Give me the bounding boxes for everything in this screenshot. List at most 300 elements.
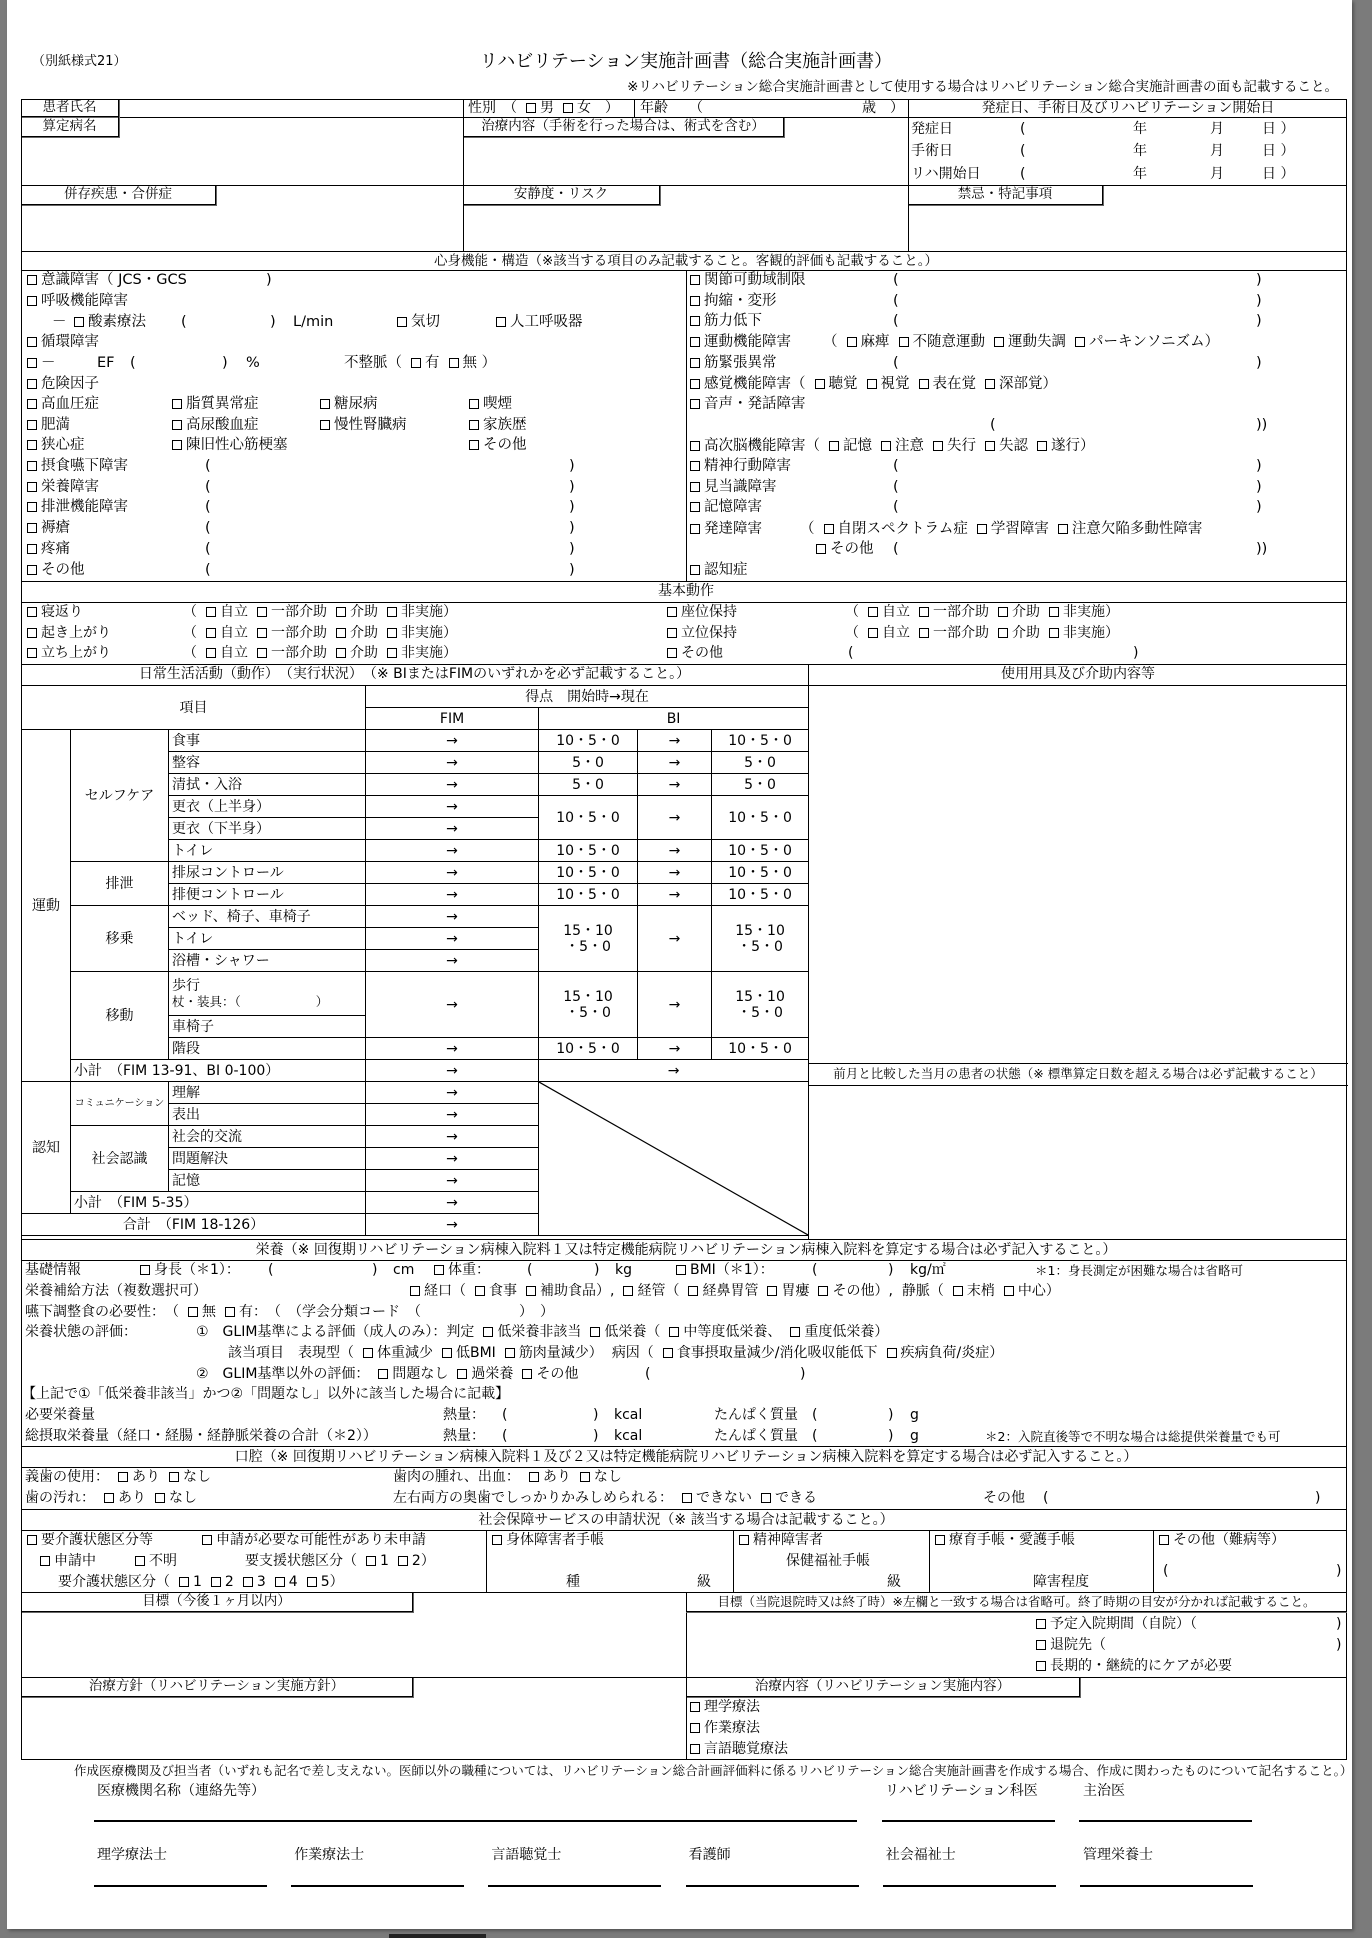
- checkbox-option[interactable]: [505, 1345, 603, 1361]
- checkbox[interactable]: [953, 1286, 963, 1296]
- checkbox[interactable]: [336, 628, 346, 638]
- checkbox[interactable]: [919, 607, 929, 617]
- checkbox-option[interactable]: [816, 541, 874, 557]
- checkbox-option[interactable]: [1075, 334, 1219, 350]
- checkbox[interactable]: [27, 296, 37, 306]
- checkbox[interactable]: [411, 358, 421, 368]
- fim-cell[interactable]: →: [366, 1148, 539, 1170]
- checkbox-option[interactable]: [994, 334, 1066, 350]
- checkbox-option[interactable]: [1037, 438, 1095, 454]
- checkbox[interactable]: [690, 358, 700, 368]
- fim-cell[interactable]: →: [366, 884, 539, 906]
- checkbox[interactable]: [118, 1472, 128, 1482]
- patient-name-field[interactable]: [120, 100, 460, 116]
- checkbox-option[interactable]: [169, 1469, 211, 1485]
- checkbox[interactable]: [257, 607, 267, 617]
- checkbox[interactable]: [933, 441, 943, 451]
- checkbox-option[interactable]: [985, 438, 1028, 454]
- checkbox-option[interactable]: [690, 1720, 760, 1736]
- checkbox[interactable]: [998, 607, 1008, 617]
- fim-cell[interactable]: →: [366, 972, 539, 1038]
- checkbox[interactable]: [496, 317, 506, 327]
- fim-cell[interactable]: →: [366, 906, 539, 928]
- checkbox-option[interactable]: [919, 625, 989, 641]
- bi-start[interactable]: [539, 972, 638, 1038]
- checkbox[interactable]: [690, 502, 700, 512]
- checkbox[interactable]: [398, 1556, 408, 1566]
- checkbox[interactable]: [526, 1286, 536, 1296]
- bi-current[interactable]: 10・5・0: [712, 730, 809, 752]
- checkbox[interactable]: [690, 379, 700, 389]
- checkbox-option[interactable]: [202, 1532, 426, 1548]
- staff-signature-line[interactable]: [1080, 1885, 1253, 1887]
- staff-signature-line[interactable]: [488, 1885, 661, 1887]
- checkbox[interactable]: [526, 103, 536, 113]
- checkbox-option[interactable]: [985, 376, 1057, 392]
- checkbox-option[interactable]: [767, 1283, 809, 1299]
- checkbox[interactable]: [27, 482, 37, 492]
- checkbox-option[interactable]: [27, 293, 128, 309]
- checkbox-option[interactable]: [434, 1262, 490, 1278]
- checkbox[interactable]: [919, 628, 929, 638]
- checkbox-option[interactable]: [690, 521, 762, 537]
- checkbox[interactable]: [172, 420, 182, 430]
- checkbox[interactable]: [676, 1265, 686, 1275]
- bi-current[interactable]: [712, 906, 809, 972]
- checkbox[interactable]: [761, 1493, 771, 1503]
- equipment-field[interactable]: [812, 690, 1342, 1058]
- fim-cell[interactable]: →: [366, 1038, 539, 1060]
- checkbox[interactable]: [1049, 607, 1059, 617]
- bi-start[interactable]: 5・0: [539, 774, 638, 796]
- checkbox-option[interactable]: [336, 625, 378, 641]
- checkbox-option[interactable]: [27, 272, 187, 288]
- checkbox[interactable]: [104, 1493, 114, 1503]
- bi-start[interactable]: 10・5・0: [539, 796, 638, 840]
- checkbox[interactable]: [1004, 1286, 1014, 1296]
- checkbox-option[interactable]: [378, 1366, 448, 1382]
- checkbox-option[interactable]: [457, 1366, 513, 1382]
- checkbox[interactable]: [1058, 524, 1068, 534]
- treatment-policy-field[interactable]: [25, 1700, 680, 1756]
- checkbox[interactable]: [563, 103, 573, 113]
- checkbox[interactable]: [690, 1723, 700, 1733]
- checkbox-option[interactable]: [336, 604, 378, 620]
- checkbox[interactable]: [27, 275, 37, 285]
- checkbox-option[interactable]: [27, 1532, 153, 1548]
- checkbox[interactable]: [169, 1472, 179, 1482]
- checkbox-option[interactable]: [225, 1304, 554, 1320]
- checkbox[interactable]: [690, 1702, 700, 1712]
- fim-cell[interactable]: →: [366, 1192, 539, 1214]
- checkbox-option[interactable]: [1159, 1532, 1285, 1548]
- fim-cell[interactable]: →: [366, 1126, 539, 1148]
- checkbox-option[interactable]: [257, 645, 327, 661]
- checkbox-option[interactable]: [411, 355, 440, 371]
- rehab-doctor-signature-line[interactable]: [882, 1820, 1055, 1822]
- checkbox-option[interactable]: [257, 604, 327, 620]
- checkbox-option[interactable]: [953, 1283, 995, 1299]
- checkbox[interactable]: [172, 440, 182, 450]
- checkbox[interactable]: [469, 399, 479, 409]
- checkbox-option[interactable]: [206, 604, 248, 620]
- checkbox[interactable]: [320, 399, 330, 409]
- checkbox-option[interactable]: [529, 1469, 571, 1485]
- checkbox[interactable]: [816, 544, 826, 554]
- checkbox-option[interactable]: [881, 438, 924, 454]
- checkbox-option[interactable]: [526, 100, 554, 116]
- checkbox[interactable]: [847, 337, 857, 347]
- checkbox-option[interactable]: [676, 1262, 774, 1278]
- checkbox-option[interactable]: [761, 1490, 817, 1506]
- checkbox[interactable]: [27, 648, 37, 658]
- checkbox-option[interactable]: [919, 376, 977, 392]
- checkbox[interactable]: [1075, 337, 1085, 347]
- checkbox[interactable]: [868, 607, 878, 617]
- checkbox[interactable]: [767, 1286, 777, 1296]
- checkbox-option[interactable]: [688, 1283, 758, 1299]
- checkbox[interactable]: [690, 461, 700, 471]
- checkbox-option[interactable]: [690, 334, 791, 350]
- checkbox[interactable]: [690, 337, 700, 347]
- checkbox[interactable]: [27, 628, 37, 638]
- checkbox-option[interactable]: [933, 438, 976, 454]
- checkbox[interactable]: [257, 648, 267, 658]
- checkbox[interactable]: [457, 1369, 467, 1379]
- checkbox[interactable]: [27, 1535, 37, 1545]
- checkbox-option[interactable]: [155, 1490, 197, 1506]
- checkbox-option[interactable]: [1049, 604, 1119, 620]
- checkbox-option[interactable]: [935, 1532, 1075, 1548]
- checkbox[interactable]: [449, 358, 459, 368]
- bi-current[interactable]: 10・5・0: [712, 796, 809, 840]
- checkbox-option[interactable]: [118, 1469, 160, 1485]
- checkbox-option[interactable]: [307, 1574, 344, 1590]
- checkbox[interactable]: [529, 1472, 539, 1482]
- checkbox-option[interactable]: [206, 625, 248, 641]
- checkbox-option[interactable]: [397, 314, 440, 330]
- checkbox[interactable]: [590, 1327, 600, 1337]
- checkbox-option[interactable]: [829, 438, 872, 454]
- checkbox[interactable]: [1159, 1535, 1169, 1545]
- checkbox-option[interactable]: [410, 1283, 466, 1299]
- bi-current[interactable]: 10・5・0: [712, 1038, 809, 1060]
- checkbox[interactable]: [690, 524, 700, 534]
- checkbox-option[interactable]: [74, 314, 146, 330]
- checkbox[interactable]: [410, 1286, 420, 1296]
- checkbox[interactable]: [140, 1265, 150, 1275]
- checkbox[interactable]: [977, 524, 987, 534]
- checkbox-option[interactable]: [887, 1345, 1004, 1361]
- checkbox[interactable]: [336, 648, 346, 658]
- checkbox-option[interactable]: [27, 355, 56, 371]
- checkbox-option[interactable]: [483, 1324, 581, 1340]
- checkbox[interactable]: [682, 1493, 692, 1503]
- fim-cell[interactable]: →: [366, 1082, 539, 1104]
- checkbox[interactable]: [27, 337, 37, 347]
- bi-subtotal[interactable]: →: [539, 1060, 809, 1082]
- checkbox[interactable]: [818, 1286, 828, 1296]
- checkbox[interactable]: [868, 628, 878, 638]
- checkbox[interactable]: [887, 1348, 897, 1358]
- checkbox-option[interactable]: [211, 1574, 234, 1590]
- checkbox-option[interactable]: [27, 334, 99, 350]
- bi-current[interactable]: 5・0: [712, 774, 809, 796]
- checkbox[interactable]: [985, 379, 995, 389]
- checkbox-option[interactable]: [366, 1553, 389, 1569]
- short-goal-field[interactable]: [25, 1616, 680, 1674]
- checkbox-option[interactable]: [363, 1345, 433, 1361]
- checkbox[interactable]: [387, 628, 397, 638]
- checkbox[interactable]: [998, 628, 1008, 638]
- checkbox-option[interactable]: [682, 1490, 752, 1506]
- checkbox[interactable]: [366, 1556, 376, 1566]
- staff-signature-line[interactable]: [94, 1885, 267, 1887]
- fim-cell[interactable]: →: [366, 1060, 539, 1082]
- checkbox-option[interactable]: [135, 1553, 177, 1569]
- checkbox-option[interactable]: [104, 1490, 146, 1506]
- checkbox[interactable]: [690, 296, 700, 306]
- checkbox[interactable]: [829, 441, 839, 451]
- checkbox-option[interactable]: [669, 1324, 781, 1340]
- fim-cell[interactable]: →: [366, 752, 539, 774]
- checkbox[interactable]: [623, 1286, 633, 1296]
- checkbox-option[interactable]: [998, 625, 1040, 641]
- checkbox[interactable]: [994, 337, 1004, 347]
- checkbox[interactable]: [206, 628, 216, 638]
- checkbox[interactable]: [172, 399, 182, 409]
- checkbox[interactable]: [867, 379, 877, 389]
- fim-cell[interactable]: →: [366, 1170, 539, 1192]
- bi-current[interactable]: 10・5・0: [712, 840, 809, 862]
- checkbox[interactable]: [434, 1265, 444, 1275]
- checkbox-option[interactable]: [739, 1532, 823, 1548]
- checkbox-option[interactable]: [623, 1283, 679, 1299]
- checkbox[interactable]: [206, 607, 216, 617]
- fim-cell[interactable]: →: [366, 840, 539, 862]
- checkbox[interactable]: [492, 1535, 502, 1545]
- checkbox-option[interactable]: [1049, 625, 1119, 641]
- checkbox[interactable]: [690, 565, 700, 575]
- bi-start[interactable]: 10・5・0: [539, 1038, 638, 1060]
- checkbox[interactable]: [483, 1327, 493, 1337]
- checkbox-option[interactable]: [188, 1304, 216, 1320]
- checkbox-option[interactable]: [690, 376, 806, 392]
- checkbox-option[interactable]: [1004, 1283, 1060, 1299]
- fim-cell[interactable]: →: [366, 1214, 539, 1236]
- staff-signature-line[interactable]: [291, 1885, 464, 1887]
- bi-start[interactable]: 10・5・0: [539, 884, 638, 906]
- checkbox-option[interactable]: [526, 1283, 614, 1299]
- checkbox-option[interactable]: [257, 625, 327, 641]
- checkbox-option[interactable]: [243, 1574, 266, 1590]
- checkbox[interactable]: [27, 440, 37, 450]
- checkbox[interactable]: [1036, 1640, 1046, 1650]
- checkbox[interactable]: [505, 1348, 515, 1358]
- fim-cell[interactable]: →: [366, 818, 539, 840]
- checkbox-option[interactable]: [206, 645, 248, 661]
- checkbox-option[interactable]: [899, 334, 986, 350]
- checkbox-option[interactable]: [387, 604, 457, 620]
- checkbox[interactable]: [1036, 1661, 1046, 1671]
- checkbox[interactable]: [663, 1348, 673, 1358]
- bi-current[interactable]: 10・5・0: [712, 884, 809, 906]
- checkbox[interactable]: [397, 317, 407, 327]
- fim-cell[interactable]: →: [366, 796, 539, 818]
- checkbox[interactable]: [739, 1535, 749, 1545]
- checkbox-option[interactable]: [690, 1699, 760, 1715]
- checkbox-option[interactable]: [398, 1553, 435, 1569]
- checkbox[interactable]: [378, 1369, 388, 1379]
- checkbox[interactable]: [667, 648, 677, 658]
- checkbox-option[interactable]: [580, 1469, 622, 1485]
- checkbox[interactable]: [815, 379, 825, 389]
- fim-cell[interactable]: →: [366, 730, 539, 752]
- checkbox-option[interactable]: [1036, 1637, 1106, 1653]
- staff-signature-line[interactable]: [686, 1885, 859, 1887]
- fim-cell[interactable]: →: [366, 862, 539, 884]
- checkbox[interactable]: [363, 1348, 373, 1358]
- checkbox[interactable]: [669, 1327, 679, 1337]
- checkbox[interactable]: [202, 1535, 212, 1545]
- checkbox-option[interactable]: [977, 521, 1049, 537]
- checkbox[interactable]: [881, 441, 891, 451]
- checkbox[interactable]: [74, 317, 84, 327]
- checkbox[interactable]: [442, 1348, 452, 1358]
- fim-cell[interactable]: →: [366, 774, 539, 796]
- checkbox[interactable]: [985, 441, 995, 451]
- checkbox-option[interactable]: [496, 314, 583, 330]
- checkbox[interactable]: [688, 1286, 698, 1296]
- patient-status-field[interactable]: [812, 1090, 1342, 1234]
- bi-current[interactable]: 5・0: [712, 752, 809, 774]
- checkbox[interactable]: [690, 275, 700, 285]
- checkbox-option[interactable]: [475, 1283, 517, 1299]
- bi-start[interactable]: 10・5・0: [539, 862, 638, 884]
- bi-current[interactable]: [712, 972, 809, 1038]
- checkbox-option[interactable]: [690, 1741, 788, 1757]
- checkbox[interactable]: [790, 1327, 800, 1337]
- checkbox-option[interactable]: [690, 438, 820, 454]
- checkbox-option[interactable]: [442, 1345, 496, 1361]
- checkbox-option[interactable]: [179, 1574, 202, 1590]
- checkbox-option[interactable]: [522, 1366, 578, 1382]
- checkbox[interactable]: [690, 441, 700, 451]
- checkbox[interactable]: [27, 358, 37, 368]
- checkbox-option[interactable]: [690, 396, 806, 412]
- checkbox-option[interactable]: [563, 100, 619, 116]
- checkbox[interactable]: [27, 544, 37, 554]
- checkbox[interactable]: [690, 1744, 700, 1754]
- checkbox[interactable]: [1036, 1619, 1046, 1629]
- checkbox[interactable]: [275, 1577, 285, 1587]
- checkbox-option[interactable]: [818, 1283, 892, 1299]
- checkbox[interactable]: [469, 440, 479, 450]
- checkbox[interactable]: [307, 1577, 317, 1587]
- checkbox-option[interactable]: [27, 376, 99, 392]
- checkbox[interactable]: [135, 1556, 145, 1566]
- checkbox[interactable]: [667, 607, 677, 617]
- checkbox[interactable]: [935, 1535, 945, 1545]
- checkbox-option[interactable]: [275, 1574, 298, 1590]
- checkbox-option[interactable]: [815, 376, 858, 392]
- checkbox[interactable]: [211, 1577, 221, 1587]
- checkbox[interactable]: [40, 1556, 50, 1566]
- checkbox-option[interactable]: [387, 645, 457, 661]
- staff-signature-line[interactable]: [883, 1885, 1056, 1887]
- checkbox-option[interactable]: [387, 625, 457, 641]
- checkbox[interactable]: [225, 1307, 235, 1317]
- checkbox-option[interactable]: [1036, 1658, 1232, 1674]
- checkbox[interactable]: [475, 1286, 485, 1296]
- checkbox[interactable]: [336, 607, 346, 617]
- bi-current[interactable]: 10・5・0: [712, 862, 809, 884]
- checkbox[interactable]: [522, 1369, 532, 1379]
- checkbox[interactable]: [690, 482, 700, 492]
- checkbox[interactable]: [690, 399, 700, 409]
- checkbox-option[interactable]: [868, 625, 910, 641]
- checkbox[interactable]: [824, 524, 834, 534]
- checkbox[interactable]: [580, 1472, 590, 1482]
- checkbox[interactable]: [27, 523, 37, 533]
- checkbox[interactable]: [206, 648, 216, 658]
- checkbox[interactable]: [243, 1577, 253, 1587]
- checkbox-option[interactable]: [1058, 521, 1203, 537]
- checkbox[interactable]: [667, 628, 677, 638]
- fim-cell[interactable]: →: [366, 1104, 539, 1126]
- checkbox[interactable]: [27, 379, 37, 389]
- checkbox-option[interactable]: [663, 1345, 878, 1361]
- checkbox[interactable]: [27, 502, 37, 512]
- checkbox-option[interactable]: [868, 604, 910, 620]
- bi-start[interactable]: [539, 906, 638, 972]
- checkbox[interactable]: [27, 420, 37, 430]
- bi-start[interactable]: 10・5・0: [539, 730, 638, 752]
- checkbox[interactable]: [1037, 441, 1047, 451]
- checkbox-option[interactable]: [449, 355, 497, 371]
- checkbox-option[interactable]: [492, 1532, 604, 1548]
- checkbox-option[interactable]: [590, 1324, 660, 1340]
- bi-start[interactable]: 5・0: [539, 752, 638, 774]
- checkbox-option[interactable]: [790, 1324, 888, 1340]
- checkbox[interactable]: [387, 648, 397, 658]
- checkbox[interactable]: [919, 379, 929, 389]
- checkbox[interactable]: [155, 1493, 165, 1503]
- checkbox-option[interactable]: [847, 334, 890, 350]
- institution-signature-line[interactable]: [94, 1820, 857, 1822]
- bi-start[interactable]: 10・5・0: [539, 840, 638, 862]
- checkbox-option[interactable]: [40, 1553, 96, 1569]
- scrollbar-thumb[interactable]: [389, 1934, 486, 1938]
- attending-signature-line[interactable]: [1079, 1820, 1252, 1822]
- checkbox[interactable]: [27, 461, 37, 471]
- checkbox-option[interactable]: [1036, 1616, 1197, 1632]
- checkbox-option[interactable]: [998, 604, 1040, 620]
- checkbox-option[interactable]: [867, 376, 910, 392]
- checkbox-option[interactable]: [824, 521, 968, 537]
- checkbox[interactable]: [179, 1577, 189, 1587]
- checkbox-option[interactable]: [690, 562, 748, 578]
- checkbox[interactable]: [899, 337, 909, 347]
- checkbox-option[interactable]: [336, 645, 378, 661]
- checkbox[interactable]: [690, 316, 700, 326]
- checkbox[interactable]: [27, 565, 37, 575]
- checkbox[interactable]: [469, 420, 479, 430]
- checkbox[interactable]: [27, 607, 37, 617]
- fim-cell[interactable]: →: [366, 928, 539, 950]
- checkbox-option[interactable]: [919, 604, 989, 620]
- checkbox[interactable]: [257, 628, 267, 638]
